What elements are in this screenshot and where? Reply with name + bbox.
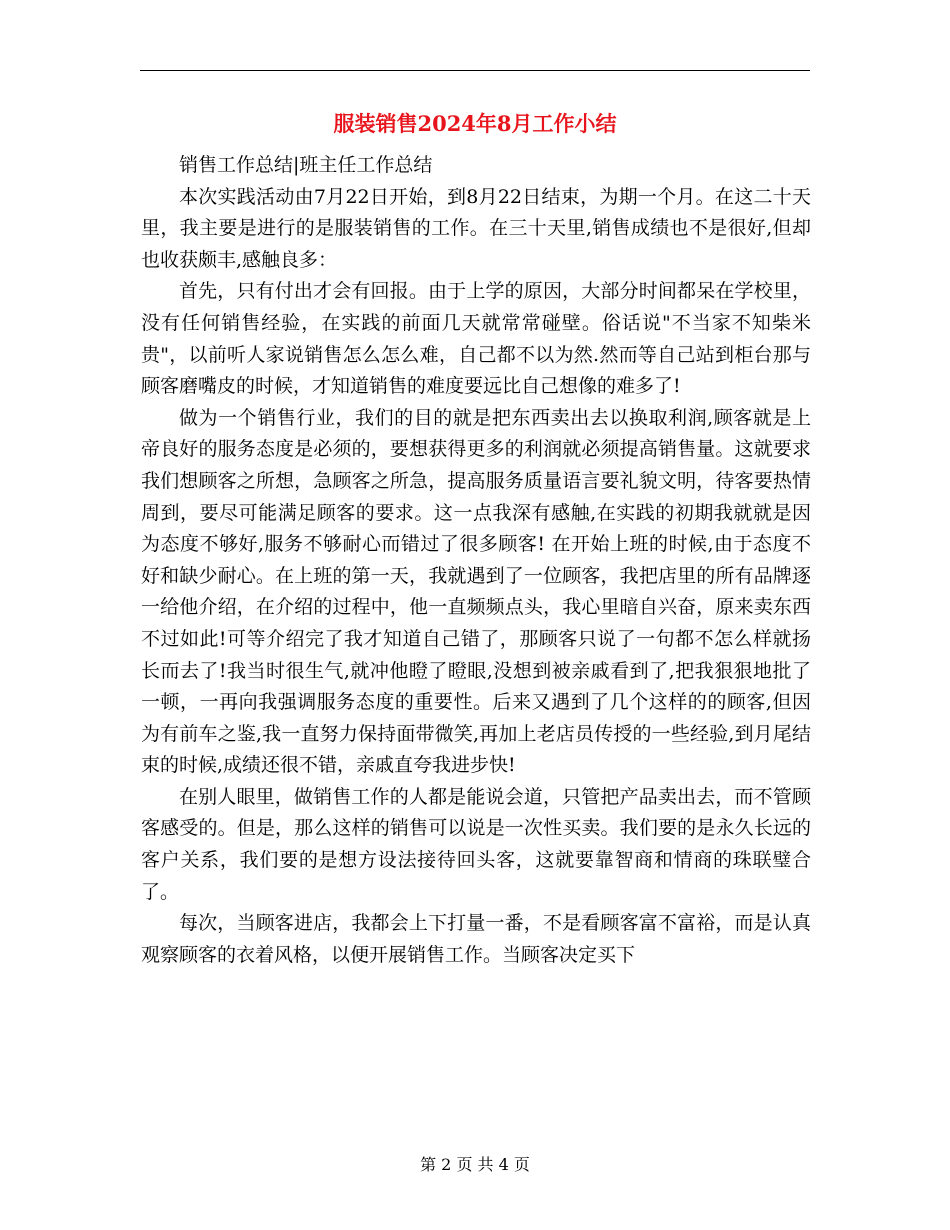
paragraph-service: 做为一个销售行业，我们的目的就是把东西卖出去以换取利润,顾客就是上帝良好的服务态度是必须的，要想获得更多的利润就必须提高销售量。这就要求我们想顾客之所想，急顾客之所急，提高服务质量语言要礼貌文明，待客要热情周到，要尽可能满足顾客的要求。这一点我深有感触,在实践的初期我就就是因为态度不够好,服务不够耐心而错过了很多顾客! 在开始上班的时候,由于态度不好和缺少耐心。在上班的第一天，我就遇到了一位顾客，我把店里的所有品牌逐一给他介绍，在介绍的过程中，他一直频频点头，我心里暗自兴奋，原来卖东西不过如此!可等介绍完了我才知道自己错了，那顾客只说了一句都不怎么样就扬长而去了!我当时很生气,就冲他瞪了瞪眼,没想到被亲戚看到了,把我狠狠地批了一顿，一再向我强调服务态度的重要性。后来又遇到了几个这样的的顾客,但因为有前车之鉴,我一直努力保持面带微笑,再加上老店员传授的一些经验,到月尾结束的时候,成绩还很不错，亲戚直夸我进步快! <box>141 406 811 777</box>
header-rule <box>140 70 810 71</box>
document-body <box>141 150 811 971</box>
paragraph-relationship: 在别人眼里，做销售工作的人都是能说会道，只管把产品卖出去，而不管顾客感受的。但是，那么这样的销售可以说是一次性买卖。我们要的是永久长远的客户关系，我们要的是想方设法接待回头客，这就要靠智商和情商的珠联璧合了。 <box>141 785 811 903</box>
paragraph-observation: 每次，当顾客进店，我都会上下打量一番，不是看顾客富不富裕，而是认真观察顾客的衣着风格，以便开展销售工作。当顾客决定买下 <box>141 912 811 966</box>
paragraph-intro: 本次实践活动由7月22日开始，到8月22日结束，为期一个月。在这二十天里，我主要是进行的是服装销售的工作。在三十天里,销售成绩也不是很好,但却也收获颇丰,感触良多： <box>141 185 811 271</box>
page-number: 第 2 页 共 4 页 <box>420 1155 530 1174</box>
document-title: 服装销售2024年8月工作小结 <box>333 111 617 136</box>
paragraph-subtitle: 销售工作总结|班主任工作总结 <box>179 154 433 176</box>
paragraph-first: 首先，只有付出才会有回报。由于上学的原因，大部分时间都呆在学校里，没有任何销售经验，在实践的前面几天就常常碰壁。俗话说"不当家不知柴米贵"，以前听人家说销售怎么怎么难，自己都不以为然.然而等自己站到柜台那与顾客磨嘴皮的时候，才知道销售的难度要远比自己想像的难多了! <box>141 280 811 398</box>
